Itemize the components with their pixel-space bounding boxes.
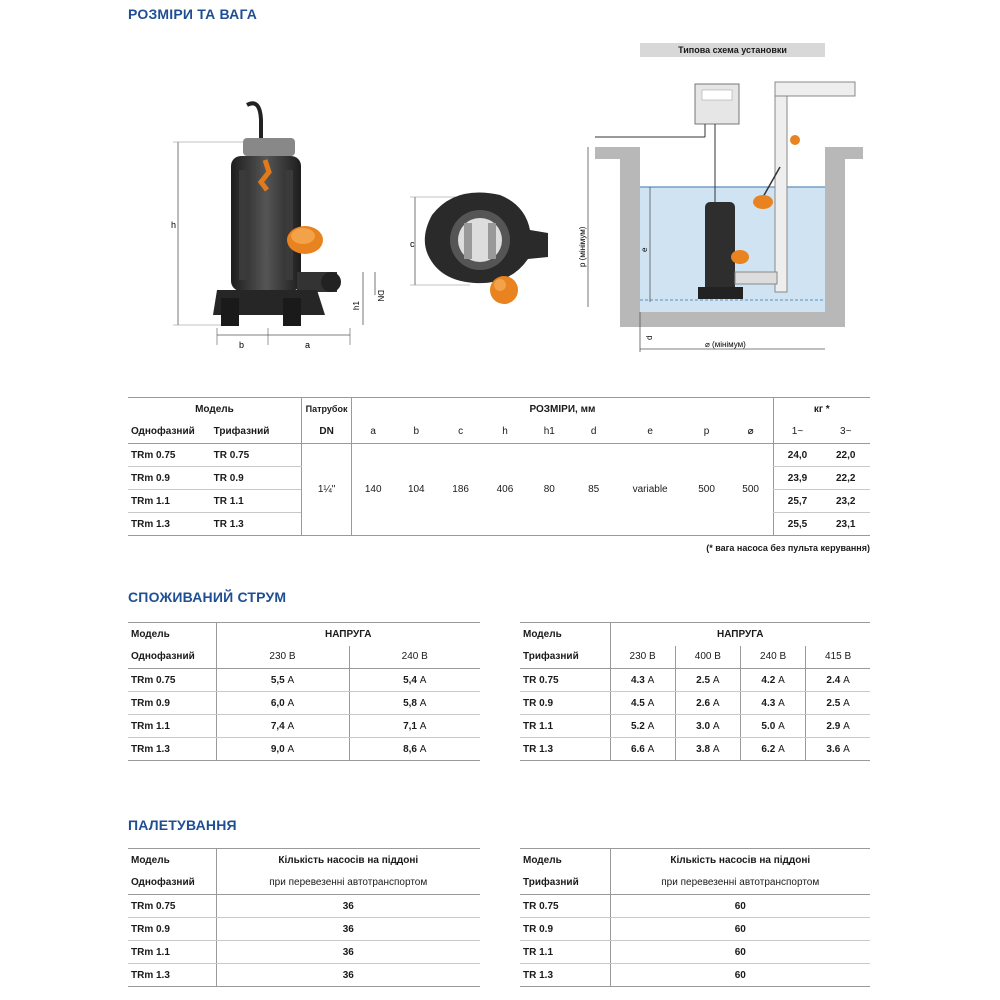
table-row xyxy=(520,738,870,761)
dim-label-diameter: ⌀ (мінімум) xyxy=(705,340,746,349)
table-row xyxy=(520,964,870,987)
model-cell: TRm 1.1 xyxy=(128,490,211,513)
cur1-header-voltage: НАПРУГА xyxy=(216,623,480,646)
dim-label-h: h xyxy=(171,220,177,230)
section-title-current: СПОЖИВАНИЙ СТРУМ xyxy=(128,589,287,605)
table-row xyxy=(520,941,870,964)
weight-3ph: 23,2 xyxy=(821,490,870,513)
pallet-table-three-phase xyxy=(520,848,870,987)
cur3-volt-230: 230 В xyxy=(610,646,675,669)
table-row xyxy=(520,692,870,715)
cur1-header-type: Однофазний xyxy=(128,646,216,669)
pallet-table-single-phase xyxy=(128,848,480,987)
pallet-qty: 60 xyxy=(610,941,870,964)
model-cell: TRm 0.9 xyxy=(128,692,216,715)
dimensions-table xyxy=(128,397,870,536)
model-cell: TRm 0.75 xyxy=(128,669,216,692)
table-row xyxy=(128,918,480,941)
model-cell: TRm 0.75 xyxy=(128,895,216,918)
dim-label-c: c xyxy=(410,239,415,249)
current-value: 2.9 A xyxy=(806,715,870,738)
pal3-header-type: Трифазний xyxy=(520,872,610,895)
cur3-volt-240: 240 В xyxy=(740,646,805,669)
dim-value-d: 85 xyxy=(571,444,615,536)
current-value: 5.2 A xyxy=(610,715,675,738)
dim-label-e: e xyxy=(640,247,649,252)
dim-col-w3: 3~ xyxy=(821,421,870,444)
dim-col-d: d xyxy=(571,421,615,444)
dim-col-b: b xyxy=(394,421,438,444)
current-value: 2.5 A xyxy=(675,669,740,692)
pump-side-view-drawing xyxy=(165,100,390,355)
table-row xyxy=(128,964,480,987)
current-value: 9,0 A xyxy=(216,738,349,761)
current-table-three-phase xyxy=(520,622,870,761)
current-value: 5,8 A xyxy=(349,692,480,715)
cur1-volt-230: 230 В xyxy=(216,646,349,669)
table-row xyxy=(128,692,480,715)
dim-header-single: Однофазний xyxy=(128,421,211,444)
pallet-qty: 60 xyxy=(610,895,870,918)
current-value: 6.6 A xyxy=(610,738,675,761)
section-title-dimensions: РОЗМІРИ ТА ВАГА xyxy=(128,6,258,22)
model-cell: TRm 0.9 xyxy=(128,918,216,941)
pal1-header-model: Модель xyxy=(128,849,216,872)
weight-1ph: 24,0 xyxy=(773,444,821,467)
current-value: 4.3 A xyxy=(740,692,805,715)
current-value: 4.5 A xyxy=(610,692,675,715)
model-cell: TR 1.3 xyxy=(211,513,302,536)
model-cell: TR 1.1 xyxy=(211,490,302,513)
model-cell: TRm 1.3 xyxy=(128,964,216,987)
dim-value-c: 186 xyxy=(438,444,482,536)
pump-top-view-drawing xyxy=(400,185,560,315)
cur3-volt-415: 415 В xyxy=(806,646,870,669)
pallet-qty: 36 xyxy=(216,918,480,941)
table-row xyxy=(520,669,870,692)
current-value: 5,5 A xyxy=(216,669,349,692)
model-cell: TRm 0.75 xyxy=(128,444,211,467)
table-row xyxy=(128,669,480,692)
table-row xyxy=(128,444,870,467)
table-row xyxy=(128,895,480,918)
current-value: 2.5 A xyxy=(806,692,870,715)
table-row xyxy=(128,738,480,761)
current-value: 3.0 A xyxy=(675,715,740,738)
weight-1ph: 23,9 xyxy=(773,467,821,490)
pallet-qty: 60 xyxy=(610,918,870,941)
pal1-header-sub: при перевезенні автотранспортом xyxy=(216,872,480,895)
model-cell: TRm 1.3 xyxy=(128,513,211,536)
current-value: 4.2 A xyxy=(740,669,805,692)
current-value: 5,4 A xyxy=(349,669,480,692)
table-row xyxy=(520,918,870,941)
weight-1ph: 25,5 xyxy=(773,513,821,536)
pallet-qty: 60 xyxy=(610,964,870,987)
table-row xyxy=(128,715,480,738)
install-scheme-drawing xyxy=(580,62,865,362)
pal1-header-type: Однофазний xyxy=(128,872,216,895)
current-value: 5.0 A xyxy=(740,715,805,738)
pal1-header-qty: Кількість насосів на піддоні xyxy=(216,849,480,872)
dim-label-b: b xyxy=(239,340,245,350)
dim-value-h1: 80 xyxy=(527,444,571,536)
dim-label-a: a xyxy=(305,340,311,350)
cur3-header-voltage: НАПРУГА xyxy=(610,623,870,646)
current-value: 2.4 A xyxy=(806,669,870,692)
dim-col-p: p xyxy=(684,421,728,444)
dim-col-c: c xyxy=(438,421,482,444)
model-cell: TRm 1.1 xyxy=(128,715,216,738)
dim-col-e: e xyxy=(616,421,685,444)
dim-label-d: d xyxy=(645,335,654,340)
dim-header-model: Модель xyxy=(128,398,301,421)
dim-value-a: 140 xyxy=(352,444,394,536)
cur1-volt-240: 240 В xyxy=(349,646,480,669)
current-value: 8,6 A xyxy=(349,738,480,761)
model-cell: TR 0.75 xyxy=(520,669,610,692)
model-cell: TR 1.3 xyxy=(520,964,610,987)
dim-header-dims: РОЗМІРИ, мм xyxy=(352,398,773,421)
dn-value: 1¼" xyxy=(301,444,351,536)
dim-value-diameter: 500 xyxy=(729,444,773,536)
model-cell: TRm 1.1 xyxy=(128,941,216,964)
pallet-qty: 36 xyxy=(216,941,480,964)
model-cell: TR 1.3 xyxy=(520,738,610,761)
model-cell: TRm 1.3 xyxy=(128,738,216,761)
current-value: 6,0 A xyxy=(216,692,349,715)
dim-label-dn: DN xyxy=(376,290,385,302)
section-title-pallet: ПАЛЕТУВАННЯ xyxy=(128,817,237,833)
model-cell: TR 1.1 xyxy=(520,941,610,964)
install-scheme-caption: Типова схема установки xyxy=(640,43,825,57)
model-cell: TR 0.9 xyxy=(520,918,610,941)
cur3-header-model: Модель xyxy=(520,623,610,646)
cur1-header-model: Модель xyxy=(128,623,216,646)
dim-header-dn: DN xyxy=(301,421,351,444)
dim-col-diameter: ⌀ xyxy=(729,421,773,444)
current-value: 7,4 A xyxy=(216,715,349,738)
table-row xyxy=(520,895,870,918)
current-value: 4.3 A xyxy=(610,669,675,692)
pal3-header-qty: Кількість насосів на піддоні xyxy=(610,849,870,872)
weight-footnote: (* вага насоса без пульта керування) xyxy=(706,543,870,553)
pal3-header-model: Модель xyxy=(520,849,610,872)
dim-value-b: 104 xyxy=(394,444,438,536)
model-cell: TR 0.9 xyxy=(520,692,610,715)
cur3-volt-400: 400 В xyxy=(675,646,740,669)
weight-3ph: 22,0 xyxy=(821,444,870,467)
dim-value-h: 406 xyxy=(483,444,527,536)
weight-3ph: 23,1 xyxy=(821,513,870,536)
dim-col-a: a xyxy=(352,421,394,444)
current-value: 3.8 A xyxy=(675,738,740,761)
weight-1ph: 25,7 xyxy=(773,490,821,513)
table-row xyxy=(520,715,870,738)
cur3-header-type: Трифазний xyxy=(520,646,610,669)
model-cell: TR 0.75 xyxy=(520,895,610,918)
dim-label-p: p (мінімум) xyxy=(578,226,587,267)
dim-header-kg: кг * xyxy=(773,398,870,421)
table-row xyxy=(128,941,480,964)
dim-value-e: variable xyxy=(616,444,685,536)
dim-col-w1: 1~ xyxy=(773,421,821,444)
pallet-qty: 36 xyxy=(216,895,480,918)
model-cell: TR 0.75 xyxy=(211,444,302,467)
dim-value-p: 500 xyxy=(684,444,728,536)
pal3-header-sub: при перевезенні автотранспортом xyxy=(610,872,870,895)
dim-label-h1: h1 xyxy=(352,301,361,310)
dim-header-branch: Патрубок xyxy=(301,398,351,421)
weight-3ph: 22,2 xyxy=(821,467,870,490)
dim-col-h1: h1 xyxy=(527,421,571,444)
current-table-single-phase xyxy=(128,622,480,761)
dim-header-three: Трифазний xyxy=(211,421,302,444)
dim-col-h: h xyxy=(483,421,527,444)
current-value: 3.6 A xyxy=(806,738,870,761)
current-value: 6.2 A xyxy=(740,738,805,761)
model-cell: TR 1.1 xyxy=(520,715,610,738)
model-cell: TRm 0.9 xyxy=(128,467,211,490)
model-cell: TR 0.9 xyxy=(211,467,302,490)
current-value: 7,1 A xyxy=(349,715,480,738)
pallet-qty: 36 xyxy=(216,964,480,987)
current-value: 2.6 A xyxy=(675,692,740,715)
